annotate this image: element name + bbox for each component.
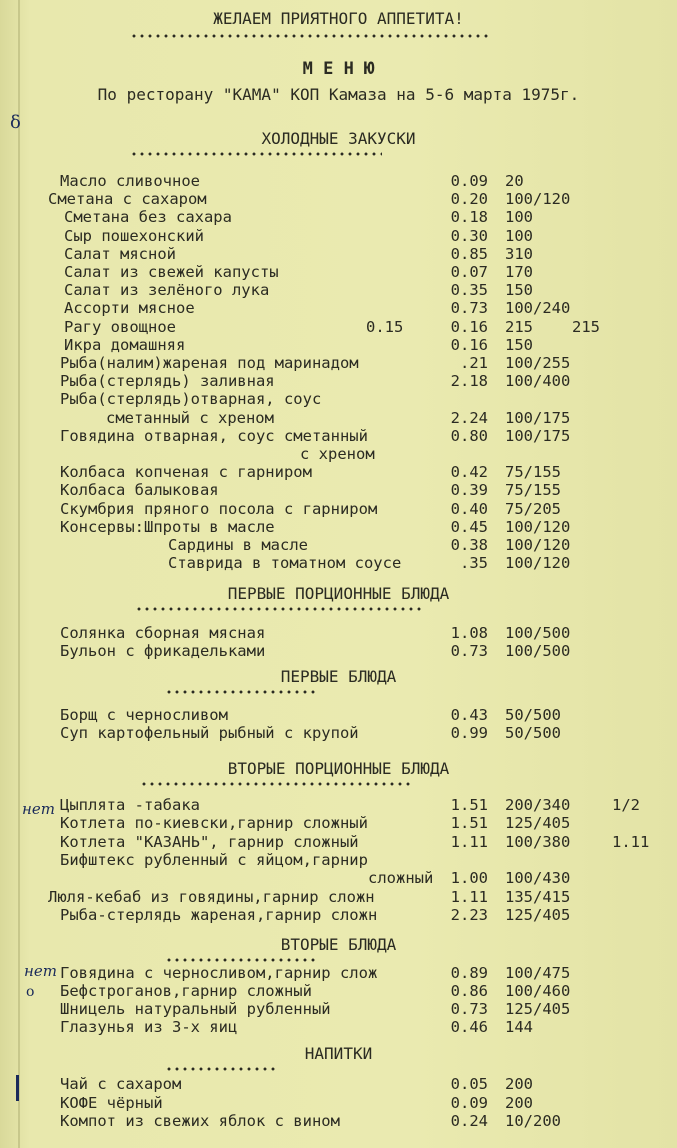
item-weight: 75/155 <box>505 481 561 499</box>
item-price: 0.40 <box>450 500 488 518</box>
item-price: 2.18 <box>450 372 488 390</box>
item-price: 1.51 <box>450 796 488 814</box>
item-price: 0.99 <box>450 724 488 742</box>
item-price: 0.45 <box>450 518 488 536</box>
item-weight: 100/175 <box>505 409 571 427</box>
menu-item <box>0 336 677 354</box>
item-name: Глазунья из 3-х яиц <box>60 1018 238 1036</box>
section-dots <box>165 690 315 694</box>
item-weight: 50/500 <box>505 724 561 742</box>
menu-item <box>0 624 677 642</box>
item-weight: 310 <box>505 245 533 263</box>
item-price: 0.16 <box>450 336 488 354</box>
item-name: Бульон с фрикадельками <box>60 642 266 660</box>
item-price: 0.89 <box>450 964 488 982</box>
item-name: Сметана с сахаром <box>48 190 207 208</box>
item-weight: 144 <box>505 1018 533 1036</box>
item-price: 0.07 <box>450 263 488 281</box>
greeting: ЖЕЛАЕМ ПРИЯТНОГО АППЕТИТА! <box>213 9 464 28</box>
item-price: 0.09 <box>450 1094 488 1112</box>
item-name: Ставрида в томатном соусе <box>168 554 402 572</box>
item-weight: 100/475 <box>505 964 571 982</box>
item-price: .21 <box>460 354 488 372</box>
item-weight: 75/205 <box>505 500 561 518</box>
menu-item <box>0 481 677 499</box>
section-dots <box>140 782 410 786</box>
item-name: Колбаса копченая с гарниром <box>60 463 312 481</box>
item-weight: 100/380 <box>505 833 571 851</box>
margin-circle-mark: o <box>26 984 35 1000</box>
menu-item <box>0 445 677 463</box>
menu-item <box>0 724 677 742</box>
menu-title: М Е Н Ю <box>302 59 375 79</box>
item-price: 1.00 <box>450 869 488 887</box>
item-weight: 100/255 <box>505 354 571 372</box>
item-weight: 100/500 <box>505 642 571 660</box>
menu-subtitle: По ресторану "КАМА" КОП Камаза на 5-6 марта 1975г. <box>97 85 580 104</box>
menu-item <box>0 536 677 554</box>
item-weight: 135/415 <box>505 888 571 906</box>
item-price: 0.05 <box>450 1075 488 1093</box>
menu-item <box>0 888 677 906</box>
item-price: 0.30 <box>450 227 488 245</box>
item-price: 1.11 <box>450 888 488 906</box>
item-weight: 150 <box>505 281 533 299</box>
item-name: Сардины в масле <box>168 536 308 554</box>
menu-item <box>0 851 677 869</box>
menu-item <box>0 463 677 481</box>
section-title: НАПИТКИ <box>304 1044 373 1063</box>
menu-item <box>0 500 677 518</box>
item-weight: 100/120 <box>505 190 571 208</box>
item-price: 2.24 <box>450 409 488 427</box>
menu-item <box>0 208 677 226</box>
item-price: 0.43 <box>450 706 488 724</box>
item-price: 0.39 <box>450 481 488 499</box>
menu-item <box>0 318 677 336</box>
item-name: сложный <box>368 869 434 887</box>
menu-item <box>0 1018 677 1036</box>
section-dots <box>130 152 382 156</box>
item-weight: 50/500 <box>505 706 561 724</box>
item-price: 0.86 <box>450 982 488 1000</box>
section-title: ПЕРВЫЕ ПОРЦИОННЫЕ БЛЮДА <box>227 584 450 603</box>
item-name: Салат мясной <box>64 245 176 263</box>
menu-item <box>0 354 677 372</box>
item-price: 0.35 <box>450 281 488 299</box>
item-weight: 125/405 <box>505 814 571 832</box>
menu-item <box>0 1000 677 1018</box>
item-weight: 100/500 <box>505 624 571 642</box>
item-price: 1.51 <box>450 814 488 832</box>
item-name: Консервы:Шпроты в масле <box>60 518 275 536</box>
item-price: 0.16 <box>450 318 488 336</box>
item-name: Салат из свежей капусты <box>64 263 279 281</box>
menu-item <box>0 869 677 887</box>
item-name: Колбаса балыковая <box>60 481 219 499</box>
item-weight: 100/460 <box>505 982 571 1000</box>
item-weight: 215 <box>505 318 533 336</box>
item-price: 0.85 <box>450 245 488 263</box>
item-name: Рыба(стерлядь)отварная, соус <box>60 390 322 408</box>
item-price: 0.42 <box>450 463 488 481</box>
item-old-price: 0.15 <box>366 318 404 336</box>
item-weight: 100/175 <box>505 427 571 445</box>
section-title: ВТОРЫЕ БЛЮДА <box>280 935 397 954</box>
item-price: 0.80 <box>450 427 488 445</box>
menu-item <box>0 1112 677 1130</box>
section-dots <box>135 607 425 611</box>
item-price: .35 <box>460 554 488 572</box>
item-weight: 125/405 <box>505 906 571 924</box>
item-name: Суп картофельный рыбный с крупой <box>60 724 359 742</box>
item-extra: 1/2 <box>612 796 640 814</box>
item-name: Скумбрия пряного посола с гарниром <box>60 500 378 518</box>
item-name: Бефстроганов,гарнир сложный <box>60 982 312 1000</box>
item-price: 0.18 <box>450 208 488 226</box>
item-price: 0.38 <box>450 536 488 554</box>
handwritten-note-1: нет <box>22 800 55 818</box>
item-name: Масло сливочное <box>60 172 200 190</box>
item-weight: 200 <box>505 1075 533 1093</box>
menu-item <box>0 796 677 814</box>
item-name: Борщ с черносливом <box>60 706 228 724</box>
menu-item <box>0 833 677 851</box>
section-title: ХОЛОДНЫЕ ЗАКУСКИ <box>261 129 416 148</box>
item-name: Рыба(налим)жареная под маринадом <box>60 354 359 372</box>
item-name: Сметана без сахара <box>64 208 232 226</box>
item-extra: 215 <box>572 318 600 336</box>
item-name: Рагу овощное <box>64 318 176 336</box>
item-weight: 150 <box>505 336 533 354</box>
item-name: Рыба(стерлядь) заливная <box>60 372 275 390</box>
item-price: 2.23 <box>450 906 488 924</box>
menu-item <box>0 172 677 190</box>
menu-item <box>0 263 677 281</box>
menu-item <box>0 427 677 445</box>
menu-item <box>0 190 677 208</box>
item-weight: 100/120 <box>505 554 571 572</box>
item-weight: 20 <box>505 172 524 190</box>
item-name: Ассорти мясное <box>64 299 195 317</box>
menu-item <box>0 372 677 390</box>
menu-item <box>0 281 677 299</box>
item-name: Цыплята -табака <box>60 796 200 814</box>
item-weight: 100/120 <box>505 536 571 554</box>
item-name: Чай с сахаром <box>60 1075 182 1093</box>
item-price: 0.73 <box>450 1000 488 1018</box>
item-price: 0.20 <box>450 190 488 208</box>
menu-item <box>0 642 677 660</box>
menu-item <box>0 245 677 263</box>
item-name: Салат из зелёного лука <box>64 281 270 299</box>
item-weight: 100/400 <box>505 372 571 390</box>
item-name: Солянка сборная мясная <box>60 624 266 642</box>
item-weight: 100/240 <box>505 299 571 317</box>
item-extra: 1.11 <box>612 833 650 851</box>
item-weight: 125/405 <box>505 1000 571 1018</box>
menu-item <box>0 706 677 724</box>
item-weight: 10/200 <box>505 1112 561 1130</box>
menu-item <box>0 814 677 832</box>
handwritten-note-2: нет <box>24 962 57 980</box>
item-weight: 200/340 <box>505 796 571 814</box>
item-weight: 170 <box>505 263 533 281</box>
item-name: Компот из свежих яблок с вином <box>60 1112 340 1130</box>
menu-item <box>0 299 677 317</box>
item-price: 0.09 <box>450 172 488 190</box>
menu-item <box>0 390 677 408</box>
item-price: 1.11 <box>450 833 488 851</box>
item-name: Котлета "КАЗАНЬ", гарнир сложный <box>60 833 359 851</box>
section-title: ВТОРЫЕ ПОРЦИОННЫЕ БЛЮДА <box>227 759 450 778</box>
menu-item <box>0 982 677 1000</box>
item-name: Бифштекс рубленный с яйцом,гарнир <box>60 851 368 869</box>
item-name: Икра домашняя <box>64 336 186 354</box>
item-name: сметанный с хреном <box>106 409 274 427</box>
item-name: Говядина отварная, соус сметанный <box>60 427 368 445</box>
menu-item <box>0 964 677 982</box>
item-weight: 100 <box>505 227 533 245</box>
item-price: 0.24 <box>450 1112 488 1130</box>
item-weight: 100/430 <box>505 869 571 887</box>
item-name: Говядина с черносливом,гарнир слож <box>60 964 378 982</box>
menu-item <box>0 1094 677 1112</box>
item-price: 0.46 <box>450 1018 488 1036</box>
menu-item <box>0 518 677 536</box>
item-name: с хреном <box>300 445 375 463</box>
menu-item <box>0 906 677 924</box>
item-weight: 75/155 <box>505 463 561 481</box>
item-name: Рыба-стерлядь жареная,гарнир сложн <box>60 906 378 924</box>
section-dots <box>165 1067 275 1071</box>
item-name: Сыр пошехонский <box>64 227 204 245</box>
item-weight: 100 <box>505 208 533 226</box>
item-name: Люля-кебаб из говядины,гарнир сложн <box>48 888 375 906</box>
item-name: Шницель натуральный рубленный <box>60 1000 331 1018</box>
menu-item <box>0 227 677 245</box>
menu-item <box>0 554 677 572</box>
header-dots <box>130 34 492 38</box>
margin-ring-mark: δ <box>10 112 21 133</box>
item-weight: 200 <box>505 1094 533 1112</box>
menu-item <box>0 1075 677 1093</box>
section-dots <box>165 958 315 962</box>
item-price: 0.73 <box>450 299 488 317</box>
item-price: 0.73 <box>450 642 488 660</box>
item-price: 1.08 <box>450 624 488 642</box>
item-weight: 100/120 <box>505 518 571 536</box>
section-title: ПЕРВЫЕ БЛЮДА <box>280 667 397 686</box>
item-name: Котлета по-киевски,гарнир сложный <box>60 814 368 832</box>
item-name: КОФЕ чёрный <box>60 1094 163 1112</box>
menu-item <box>0 409 677 427</box>
